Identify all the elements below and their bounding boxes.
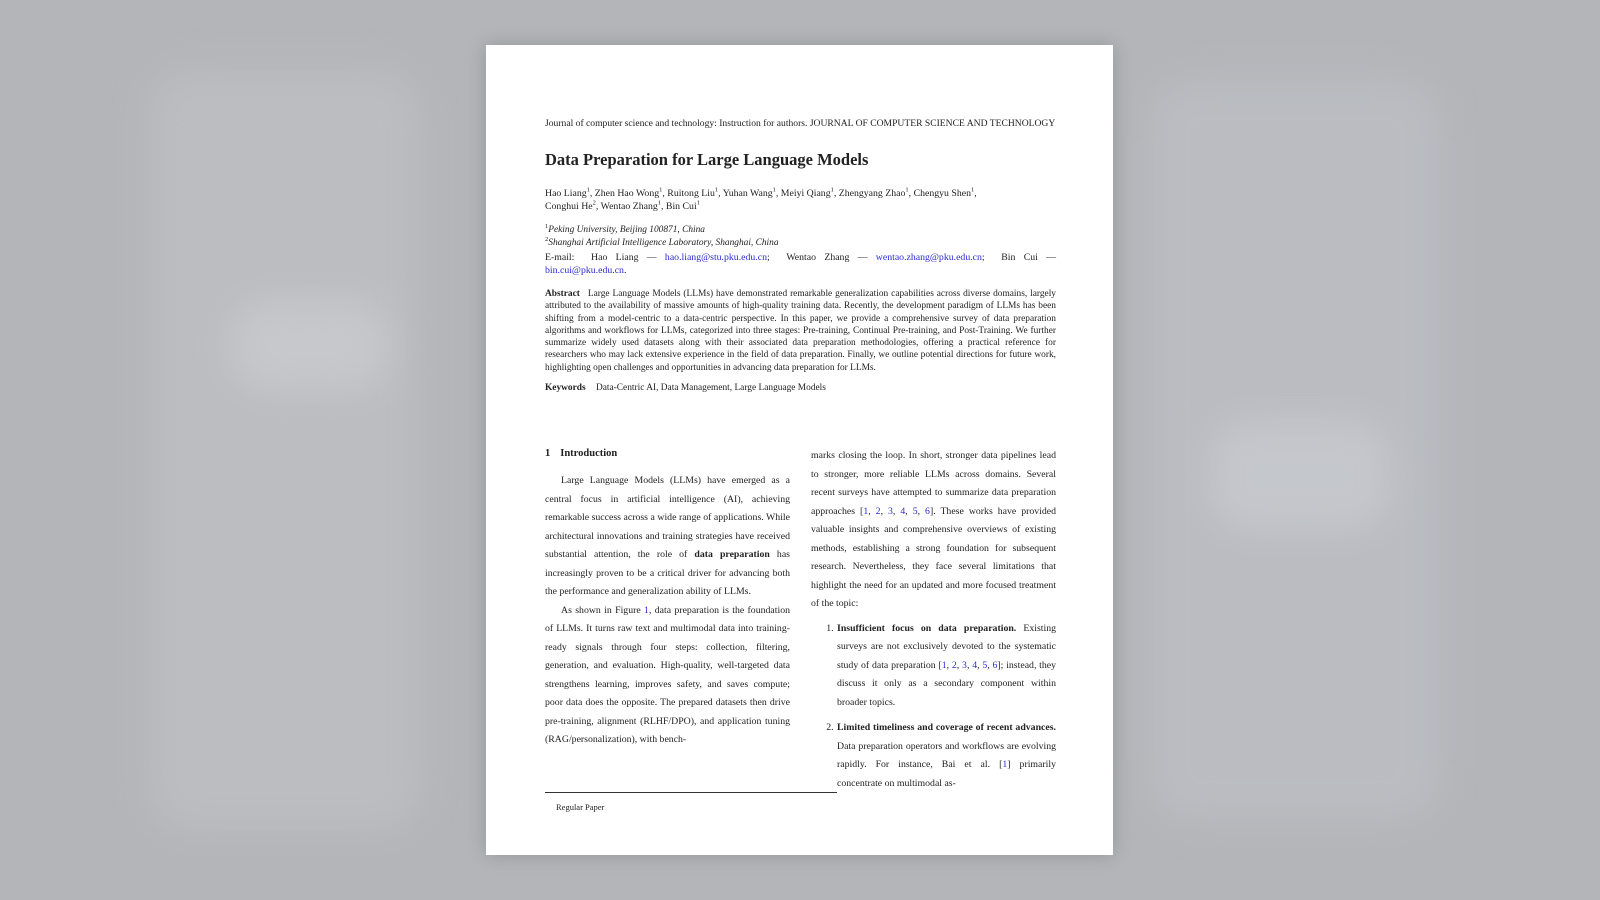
affiliations bbox=[545, 224, 1056, 249]
keywords-text: Data-Centric AI, Data Management, Large Language Models bbox=[595, 383, 826, 394]
email-link[interactable]: hao.liang@stu.pku.edu.cn bbox=[664, 252, 767, 263]
citation-link[interactable]: 6 bbox=[992, 659, 998, 671]
list-item: 2. Limited timeliness and coverage of recent advances. Data preparation operators and workflows are evolving rapidly. For instance, Bai et al. [1] primarily concentrate on multimodal as- bbox=[836, 719, 1056, 793]
citation-link[interactable]: 3 bbox=[888, 505, 893, 517]
footnote-rule bbox=[545, 792, 837, 793]
citation-link[interactable]: 3 bbox=[962, 659, 967, 671]
citation-link[interactable]: 5 bbox=[912, 505, 918, 517]
abstract-text: Large Language Models (LLMs) have demonstrated remarkable generalization capabilities across diverse domains, largely attributed to the availability of massive amounts of high-quality training data. Recently, the development paradigm of LLMs has been shifting from a model-centric to a data-centric perspective. In this paper, we provide a comprehensive survey of data preparation algorithms and workflows for LLMs, categorized into three stages: Pre-training, Continual Pre-training, and Post-Training. We further summarize widely used datasets along with their associated data preparation methodologies, offering a practical reference for researchers who may lack extensive experience in the field of data preparation. Finally, we outline potential directions for future work, highlighting open challenges and opportunities in advancing data preparation for LLMs. bbox=[545, 289, 1056, 373]
affiliation: $^1$Peking University, Beijing 100871, China bbox=[545, 222, 705, 235]
author: Zhengyang Zhao$^1$, bbox=[838, 186, 914, 199]
citation-link[interactable]: 1 bbox=[1002, 759, 1008, 770]
author: Meiyi Qiang$^1$, bbox=[780, 186, 839, 199]
section-heading: 1 Introduction bbox=[545, 448, 618, 459]
footnote-text: Regular Paper bbox=[556, 802, 605, 812]
journal-header: Journal of computer science and technology: Instruction for authors. JOURNAL OF COMPUTER SCIENCE AND TECHNOLOGY bbox=[545, 118, 1056, 129]
paragraph: As shown in Figure 1, data preparation is the foundation of LLMs. It turns raw text and multimodal data into training-ready signals through four steps: collection, filtering, generation, and evaluation. High-quality, well-targeted data strengthens learning, improves safety, and saves compute; poor data does the opposite. The prepared datasets then drive pre-training, alignment (RLHF/DPO), and application tuning (RAG/personalization), with bench- bbox=[545, 604, 790, 745]
email-link[interactable]: wentao.zhang@pku.edu.cn bbox=[875, 252, 982, 263]
body-columns bbox=[545, 447, 1056, 787]
abstract bbox=[545, 288, 1056, 374]
keywords-label: Keywords bbox=[545, 383, 586, 394]
paper-page bbox=[486, 45, 1113, 855]
limitations-list bbox=[811, 620, 1056, 794]
email-line: E-mail: Hao Liang — hao.liang@stu.pku.edu.cn; Wentao Zhang — wentao.zhang@pku.edu.cn; Bin Cui — bin.cui@pku.edu.cn. bbox=[545, 252, 1056, 276]
left-column bbox=[545, 447, 790, 750]
author: Bin Cui$^1$ bbox=[665, 199, 700, 212]
keywords bbox=[545, 382, 1056, 394]
author: Chengyu Shen$^1$, bbox=[913, 186, 977, 199]
citation-link[interactable]: 2 bbox=[951, 659, 957, 671]
author: Zhen Hao Wong$^1$, bbox=[594, 186, 668, 199]
author: Ruitong Liu$^1$, bbox=[667, 186, 723, 199]
paragraph: Large Language Models (LLMs) have emerged as a central focus in artificial intelligence (AI), achieving remarkable success across a wide range of applications. While architectural innovations and training strategies have received substantial attention, the role of data preparation has increasingly proven to be a critical driver for advancing both the performance and generalization ability of LLMs. bbox=[545, 475, 790, 597]
background-blur bbox=[230, 300, 390, 390]
background-blur bbox=[150, 70, 420, 830]
background-blur bbox=[1210, 420, 1390, 530]
paragraph: marks closing the loop. In short, stronger data pipelines lead to stronger, more reliable LLMs across domains. Several recent surveys have attempted to summarize data preparation approaches [1, 2, 3, 4, 5, 6]. These works have provided valuable insights and comprehensive overviews of existing methods, establishing a strong foundation for subsequent research. Nevertheless, they face several limitations that highlight the need for an updated and more focused treatment of the topic: bbox=[811, 450, 1057, 609]
email-link[interactable]: bin.cui@pku.edu.cn bbox=[545, 265, 624, 276]
list-item: 1. Insufficient focus on data preparation. Existing surveys are not exclusively devoted to the systematic study of data preparation [1, 2, 3, 4, 5, 6]; instead, they discuss it only as a secondary component within broader topics. bbox=[836, 620, 1056, 713]
author: Hao Liang$^1$, bbox=[545, 186, 595, 199]
citation-link[interactable]: 1 bbox=[941, 659, 947, 671]
citation-link[interactable]: 4 bbox=[900, 505, 906, 517]
right-column bbox=[811, 447, 1056, 800]
author-list bbox=[545, 187, 1056, 213]
affiliation: $^2$Shanghai Artificial Intelligence Laboratory, Shanghai, China bbox=[545, 235, 779, 248]
citation-link[interactable]: 5 bbox=[982, 659, 988, 671]
abstract-label: Abstract bbox=[545, 289, 580, 299]
citation-link[interactable]: 4 bbox=[972, 659, 978, 671]
figure-ref-link[interactable]: 1 bbox=[644, 604, 649, 616]
author: Conghui He$^2$, bbox=[545, 199, 601, 212]
citation-link[interactable]: 6 bbox=[925, 505, 930, 517]
paper-front-matter bbox=[545, 117, 1056, 394]
author: Yuhan Wang$^1$, bbox=[722, 186, 781, 199]
author: Wentao Zhang$^1$, bbox=[600, 199, 666, 212]
citation-link[interactable]: 2 bbox=[875, 505, 881, 517]
citation-link[interactable]: 1 bbox=[863, 505, 869, 517]
paper-title: Data Preparation for Large Language Models bbox=[545, 150, 869, 169]
